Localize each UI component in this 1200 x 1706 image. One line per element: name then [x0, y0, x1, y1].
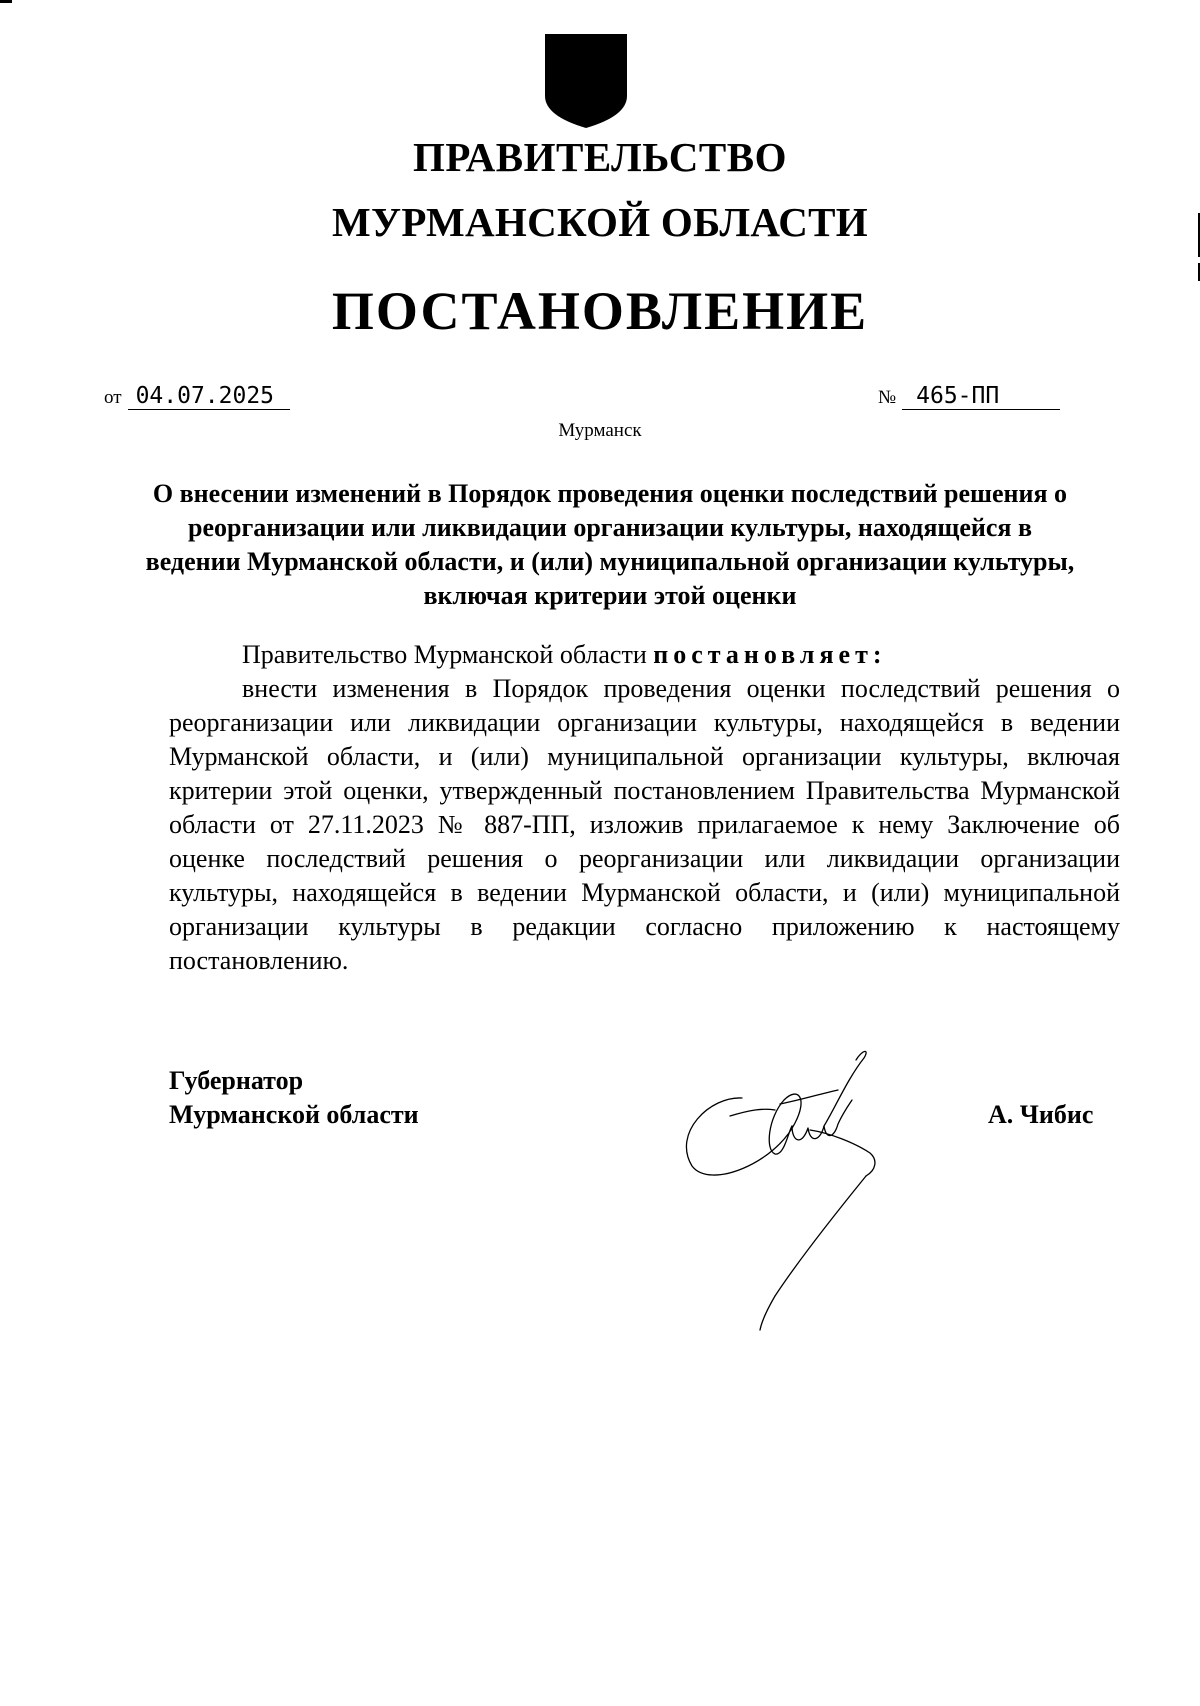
preamble-verb: постановляет:	[653, 640, 887, 669]
document-title: О внесении изменений в Порядок проведения оценки последствий решения о реорганизации или ликвидации организации культуры, находящейся в ведении Мурманской области, и (или) муниципальной организации культуры, включая критерии этой оценки	[145, 479, 1075, 610]
handwritten-signature	[680, 1038, 910, 1333]
document-number	[878, 385, 1060, 410]
signer-position	[169, 1064, 419, 1132]
organization-name-line-1: ПРАВИТЕЛЬСТВО	[412, 134, 788, 180]
scan-edge-mark	[0, 0, 12, 3]
preamble	[242, 638, 1042, 672]
number-prefix: №	[878, 387, 897, 408]
signer-name: А. Чибис	[988, 1100, 1094, 1129]
signer-position-line-1: Губернатор	[169, 1066, 304, 1095]
signer-position-line-2: Мурманской области	[169, 1100, 419, 1129]
preamble-subject: Правительство Мурманской области	[242, 640, 647, 669]
document-date	[104, 385, 290, 410]
document-type-heading: ПОСТАНОВЛЕНИЕ	[331, 281, 869, 341]
organization-name-line-2: МУРМАНСКОЙ ОБЛАСТИ	[332, 199, 868, 245]
coat-of-arms-emblem	[545, 34, 627, 128]
date-prefix: от	[104, 387, 122, 408]
date-value: 04.07.2025	[128, 385, 290, 410]
city-name: Мурманск	[558, 420, 642, 441]
number-value: 465-ПП	[902, 385, 1060, 410]
main-paragraph: внести изменения в Порядок проведения оценки последствий решения о реорганизации или ликвидации организации культуры, находящейся в ведении Мурманской области, и (или) муниципальной организации культуры, включая критерии этой оценки, утвержденный постановлением Правительства Мурманской области от 27.11.2023 № 887-ПП, изложив прилагаемое к нему Заключение об оценке последствий решения о реорганизации или ликвидации организации культуры, находящейся в ведении Мурманской области, и (или) муниципальной организации культуры в редакции согласно приложению к настоящему постановлению.	[169, 674, 1120, 975]
